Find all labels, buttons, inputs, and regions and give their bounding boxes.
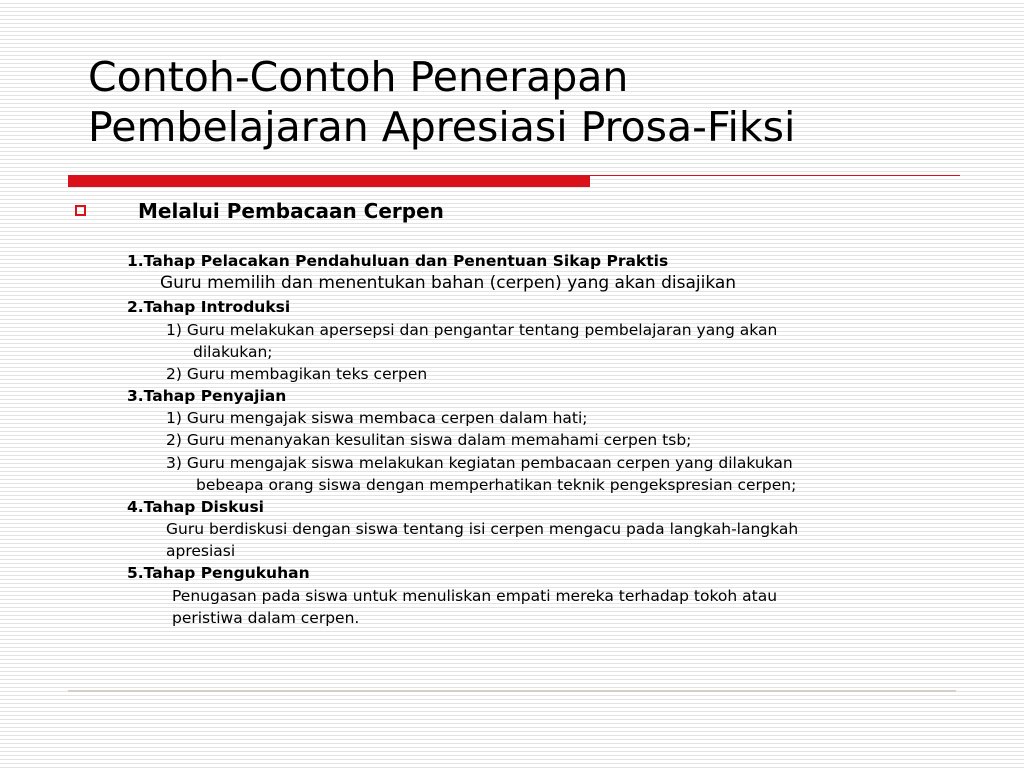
slide-title-line-1: Contoh-Contoh Penerapan	[88, 53, 629, 101]
square-bullet-icon	[75, 205, 86, 216]
step-3-line-2: 2) Guru menanyakan kesulitan siswa dalam memahami cerpen tsb;	[166, 431, 692, 449]
step-5-line-1: Penugasan pada siswa untuk menuliskan empati mereka terhadap tokoh atau	[172, 587, 778, 605]
step-4-line-1: Guru berdiskusi dengan siswa tentang isi cerpen mengacu pada langkah-langkah	[166, 520, 799, 538]
step-4-line-2: apresiasi	[166, 542, 236, 560]
step-3-heading: 3.Tahap Penyajian	[127, 387, 287, 405]
bullet-heading: Melalui Pembacaan Cerpen	[138, 199, 444, 223]
slide-title-line-2: Pembelajaran Apresiasi Prosa-Fiksi	[88, 103, 796, 151]
title-underline-thin	[590, 175, 960, 176]
step-2-line-2: dilakukan;	[193, 343, 273, 361]
step-5-line-2: peristiwa dalam cerpen.	[172, 609, 360, 627]
step-2-line-1: 1) Guru melakukan apersepsi dan pengantar tentang pembelajaran yang akan	[166, 321, 778, 339]
step-5-heading: 5.Tahap Pengukuhan	[127, 564, 310, 582]
slide-title	[88, 52, 968, 152]
step-1-heading: 1.Tahap Pelacakan Pendahuluan dan Penentuan Sikap Praktis	[127, 252, 669, 270]
footer-divider	[68, 690, 956, 692]
step-3-line-1: 1) Guru mengajak siswa membaca cerpen dalam hati;	[166, 409, 588, 427]
step-1-line-1: Guru memilih dan menentukan bahan (cerpen) yang akan disajikan	[160, 273, 737, 293]
title-underline-thick	[68, 175, 590, 187]
step-2-heading: 2.Tahap Introduksi	[127, 298, 291, 316]
step-3-line-3: 3) Guru mengajak siswa melakukan kegiatan pembacaan cerpen yang dilakukan	[166, 454, 793, 472]
step-4-heading: 4.Tahap Diskusi	[127, 498, 264, 516]
step-3-line-4: bebeapa orang siswa dengan memperhatikan teknik pengekspresian cerpen;	[196, 476, 797, 494]
step-2-line-3: 2) Guru membagikan teks cerpen	[166, 365, 428, 383]
